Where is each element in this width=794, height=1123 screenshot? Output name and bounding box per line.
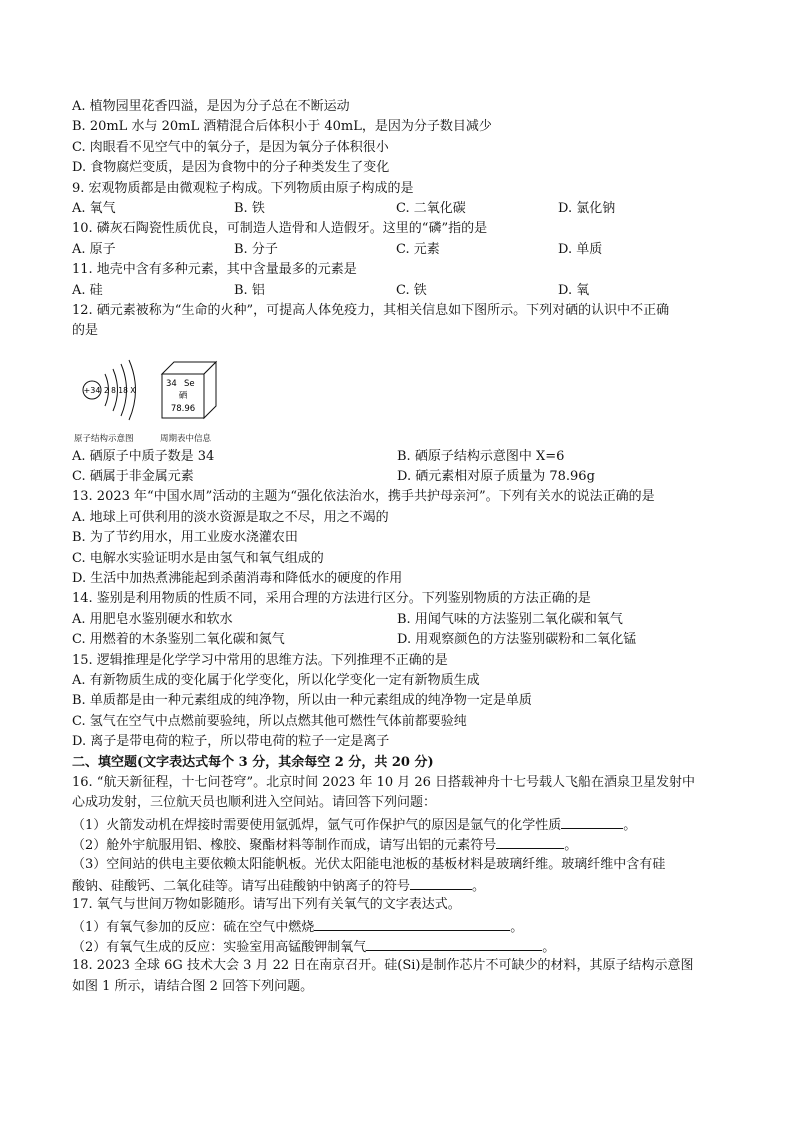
q8-option-c: C. 肉眼看不见空气中的氧分子，是因为氧分子体积很小 (72, 139, 389, 155)
q14-options-row1 (72, 610, 722, 630)
exam-page (72, 97, 722, 997)
q15-option-c: C. 氢气在空气中点燃前要验纯，所以点燃其他可燃性气体前都要验纯 (72, 713, 467, 729)
atom-structure-caption: 原子结构示意图 (74, 433, 134, 444)
q9-options (72, 199, 722, 219)
q16-part1-blank[interactable] (561, 814, 623, 829)
q15-option-d: D. 离子是带电荷的粒子，所以带电荷的粒子一定是离子 (72, 734, 390, 750)
q17-part1: （1）有氧气参加的反应：硫在空气中燃烧 。 (72, 916, 722, 936)
q10-option-d: D. 单质 (558, 241, 603, 257)
q16-part2: （2）舱外宇航服用铝、橡胶、聚酯材料等制作而成，请写出铝的元素符号 。 (72, 834, 722, 854)
q16-stem-line1: 16. “航天新征程，十七问苍穹”。北京时间 2023 年 10 月 26 日搭载神舟十七号载人飞船在酒泉卫星发射中 (72, 774, 696, 790)
q17-part2-blank[interactable] (366, 936, 542, 951)
q12-stem-line1: 12. 硒元素被称为“生命的火种”，可提高人体免疫力，其相关信息如下图所示。下列对硒的认识中不正确 (72, 302, 670, 318)
q10-options (72, 240, 722, 260)
q16-part3-line1: （3）空间站的供电主要依赖太阳能帆板。光伏太阳能电池板的基板材料是玻璃纤维。玻璃纤维中含有硅 (72, 856, 666, 872)
q16-stem-line2: 心成功发射，三位航天员也顺利进入空间站。请回答下列问题： (72, 795, 437, 811)
q16-part2-blank[interactable] (496, 834, 564, 849)
q10-stem: 10. 磷灰石陶瓷性质优良，可制造人造骨和人造假牙。这里的“磷”指的是 (72, 221, 488, 237)
q9-option-a: A. 氧气 (72, 200, 116, 216)
q13-option-d: D. 生活中加热煮沸能起到杀菌消毒和降低水的硬度的作用 (72, 571, 403, 587)
q15-stem: 15. 逻辑推理是化学学习中常用的思维方法。下列推理不正确的是 (72, 652, 448, 668)
q18-stem-line1: 18. 2023 全球 6G 技术大会 3 月 22 日在南京召开。硅(Si)是制作芯片不可缺少的材料，其原子结构示意图 (72, 958, 694, 974)
q17-part2: （2）有氧气生成的反应：实验室用高锰酸钾制氧气 。 (72, 936, 722, 956)
q14-option-b: B. 用闻气味的方法鉴别二氧化碳和氧气 (397, 611, 623, 627)
q9-option-c: C. 二氧化碳 (396, 200, 466, 216)
q14-option-d: D. 用观察颜色的方法鉴别碳粉和二氧化锰 (397, 632, 637, 648)
q9-option-d: D. 氯化钠 (558, 200, 616, 216)
q10-option-c: C. 元素 (396, 241, 440, 257)
q15-option-a: A. 有新物质生成的变化属于化学变化，所以化学变化一定有新物质生成 (72, 672, 480, 688)
periodic-cell-diagram (160, 360, 218, 422)
q16-part3-line2: 酸钠、硅酸钙、二氧化硅等。请写出硅酸钠中钠离子的符号 。 (72, 875, 722, 895)
section-two-heading: 二、填空题(文字表达式每个 3 分，其余每空 2 分，共 20 分) (72, 754, 434, 770)
q12-option-b: B. 硒原子结构示意图中 X=6 (397, 448, 565, 464)
q13-option-c: C. 电解水实验证明水是由氢气和氧气组成的 (72, 550, 324, 566)
atomic-number: 34 (166, 378, 177, 389)
q12-options-row2 (72, 467, 722, 487)
atom-structure-figure (72, 352, 152, 447)
q18-stem-line2: 如图 1 所示，请结合图 2 回答下列问题。 (72, 978, 314, 994)
atomic-mass: 78.96 (170, 403, 196, 414)
q12-option-d: D. 硒元素相对原子质量为 78.96g (397, 469, 595, 485)
q12-options-row1 (72, 447, 722, 467)
q12-option-a: A. 硒原子中质子数是 34 (72, 448, 215, 464)
q11-option-d: D. 氧 (558, 282, 590, 298)
q16-part3-blank[interactable] (410, 875, 472, 890)
atom-structure-diagram (72, 352, 152, 427)
periodic-cell-caption: 周期表中信息 (160, 433, 212, 444)
q13-option-a: A. 地球上可供利用的淡水资源是取之不尽，用之不竭的 (72, 509, 389, 525)
q16-part1: （1）火箭发动机在焊接时需要使用氩弧焊，氩气可作保护气的原因是氩气的化学性质 。 (72, 814, 722, 834)
q12-stem-line2: 的是 (72, 323, 99, 339)
q14-option-c: C. 用燃着的木条鉴别二氧化碳和氮气 (72, 632, 285, 648)
q12-option-c: C. 硒属于非金属元素 (72, 469, 194, 485)
q11-options (72, 281, 722, 301)
q9-stem: 9. 宏观物质都是由微观粒子构成。下列物质由原子构成的是 (72, 180, 414, 196)
q14-option-a: A. 用肥皂水鉴别硬水和软水 (72, 611, 233, 627)
q10-option-b: B. 分子 (234, 241, 278, 257)
electron-shells: 2 8 18 X (104, 385, 136, 395)
q13-stem: 13. 2023 年“中国水周”活动的主题为“强化依法治水，携手共护母亲河”。下列有关水的说法正确的是 (72, 489, 655, 505)
q8-option-a: A. 植物园里花香四溢，是因为分子总在不断运动 (72, 99, 350, 114)
q11-option-c: C. 铁 (396, 282, 427, 298)
q11-stem: 11. 地壳中含有多种元素，其中含量最多的元素是 (72, 262, 357, 278)
nucleus-charge: +34 (83, 385, 101, 395)
q9-option-b: B. 铁 (234, 200, 265, 216)
q11-option-b: B. 铝 (234, 282, 265, 298)
element-name: 硒 (178, 390, 188, 401)
element-symbol: Se (184, 378, 195, 389)
q13-option-b: B. 为了节约用水，用工业废水浇灌农田 (72, 530, 298, 546)
q8-option-b: B. 20mL 水与 20mL 酒精混合后体积小于 40mL，是因为分子数目减少 (72, 119, 492, 135)
q12-figures (72, 342, 722, 447)
q10-option-a: A. 原子 (72, 241, 116, 257)
q15-option-b: B. 单质都是由一种元素组成的纯净物，所以由一种元素组成的纯净物一定是单质 (72, 693, 532, 709)
q17-stem: 17. 氧气与世间万物如影随形。请写出下列有关氧气的文字表达式。 (72, 897, 461, 913)
q14-stem: 14. 鉴别是利用物质的性质不同，采用合理的方法进行区分。下列鉴别物质的方法正确的是 (72, 591, 591, 607)
q14-options-row2 (72, 630, 722, 650)
q8-option-d: D. 食物腐烂变质，是因为食物中的分子种类发生了变化 (72, 160, 390, 176)
q17-part1-blank[interactable] (314, 916, 510, 931)
periodic-cell-figure (160, 360, 220, 445)
q11-option-a: A. 硅 (72, 282, 103, 298)
